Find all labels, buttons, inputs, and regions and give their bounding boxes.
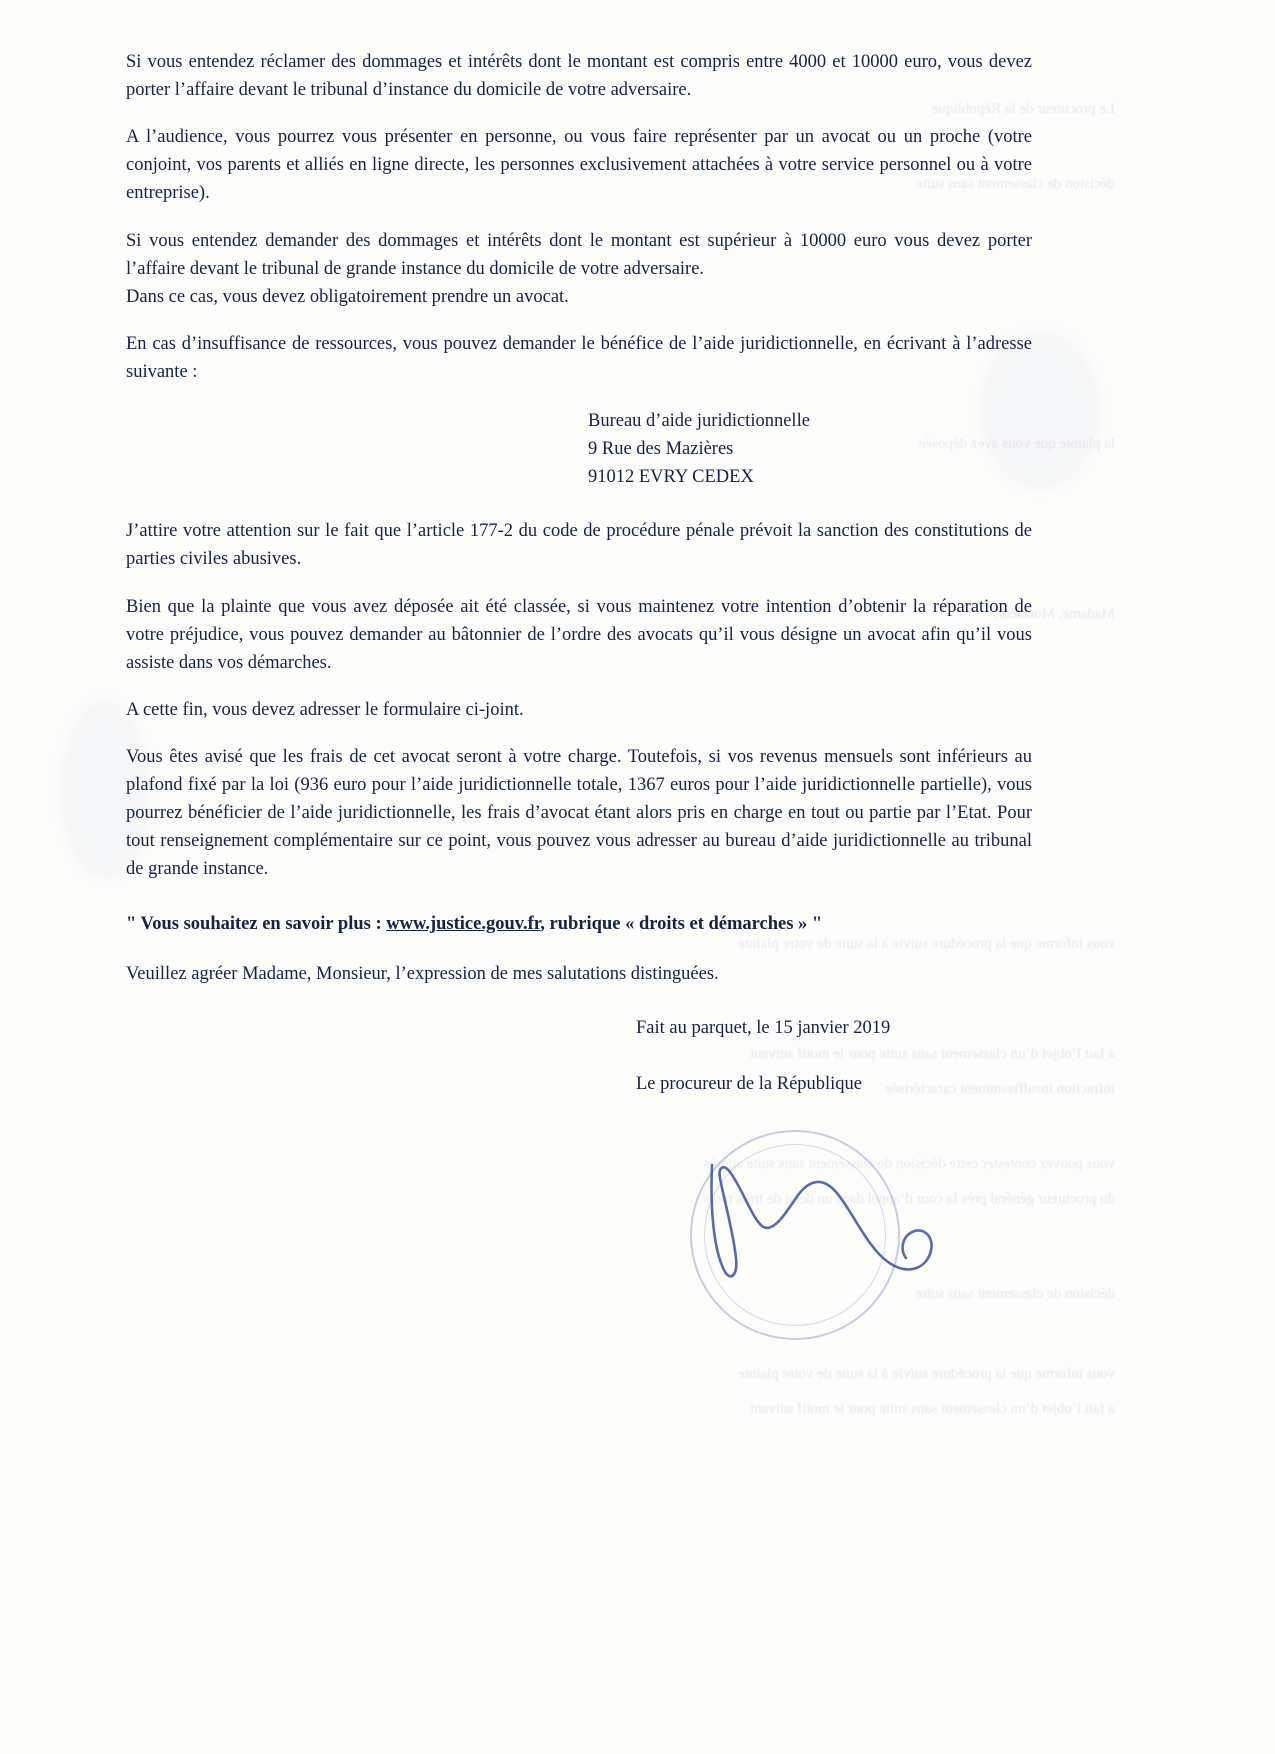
paragraph-lawyer-mandatory: Dans ce cas, vous devez obligatoirement prendre un avocat. xyxy=(126,286,569,307)
paragraph-damages-above: Si vous entendez demander des dommages et intérêts dont le montant est supérieur à 10000 euro vous devez porter l’affaire devant le tribunal de grande instance du domicile de votre adversaire. xyxy=(126,230,1032,279)
showthrough-line: a fait l’objet d’un classement sans suite pour le motif suivant xyxy=(750,1401,1115,1417)
address-line-1: Bureau d’aide juridictionnelle xyxy=(588,411,810,432)
letter-body xyxy=(126,48,1032,1098)
showthrough-line: vous informe que la procédure suivie à la suite de votre plainte xyxy=(738,1366,1115,1382)
justice-gouv-link[interactable]: www.justice.gouv.fr xyxy=(386,913,541,934)
paragraph-form-attached: A cette fin, vous devez adresser le formulaire ci-joint. xyxy=(126,699,524,720)
place-and-date: Fait au parquet, le 15 janvier 2019 xyxy=(636,1017,891,1038)
paragraph-legal-aid-intro: En cas d’insuffisance de ressources, vous pouvez demander le bénéfice de l’aide juridictionnelle, en écrivant à l’adresse suivante : xyxy=(126,333,1032,382)
official-stamp xyxy=(690,1130,900,1340)
paragraph-fees-thresholds: Vous êtes avisé que les frais de cet avocat seront à votre charge. Toutefois, si vos revenus mensuels sont inférieurs au plafond fixé par la loi (936 euro pour l’aide juridictionnelle totale, 1367 euros pour l’aide juridictionnelle partielle), vous pourrez bénéficier de l’aide juridictionnelle, les frais d’avocat étant alors pris en charge en tout ou partie par l’Etat. Pour tout renseignement complémentaire sur ce point, vous pouvez vous adresser au bureau d’aide juridictionnelle au tribunal de grande instance. xyxy=(126,747,1032,880)
showthrough-line: décision de classement sans suite xyxy=(915,176,1115,192)
showthrough-line: infraction insuffisamment caractérisée xyxy=(885,1081,1115,1097)
signatory-title: Le procureur de la République xyxy=(636,1073,863,1094)
showthrough-line: Madame, Monsieur, xyxy=(994,606,1115,622)
showthrough-line: vous pouvez contester cette décision de classement sans suite auprès xyxy=(703,1156,1115,1172)
paragraph-article-177-2: J’attire votre attention sur le fait que l’article 177-2 du code de procédure pénale prévoit la sanction des constitutions de parties civiles abusives. xyxy=(126,521,1032,570)
closing-salutation: Veuillez agréer Madame, Monsieur, l’expression de mes salutations distinguées. xyxy=(126,963,719,984)
more-info-line xyxy=(126,910,1032,938)
paragraph-hearing-representation: A l’audience, vous pourrez vous présenter en personne, ou vous faire représenter par un avocat ou un proche (votre conjoint, vos parents et alliés en ligne directe, les personnes exclusivement attachées à votre service personnel ou à votre entreprise). xyxy=(126,127,1032,204)
more-info-prefix: " Vous souhaitez en savoir plus : xyxy=(126,913,387,934)
showthrough-line: vous informe que la procédure suivie à la suite de votre plainte xyxy=(738,936,1115,952)
showthrough-line: la plainte que vous avez déposée xyxy=(918,436,1115,452)
paragraph-batonnier: Bien que la plainte que vous avez déposée ait été classée, si vous maintenez votre intention d’obtenir la réparation de votre préjudice, vous pouvez demander au bâtonnier de l’ordre des avocats qu’il vous désigne un avocat afin qu’il vous assiste dans vos démarches. xyxy=(126,596,1032,673)
address-line-3: 91012 EVRY CEDEX xyxy=(588,466,754,487)
showthrough-line: du procureur général près la cour d’appel dans un délai de trois mois xyxy=(703,1191,1115,1207)
showthrough-line: a fait l’objet d’un classement sans suite pour le motif suivant xyxy=(750,1046,1115,1062)
address-line-2: 9 Rue des Mazières xyxy=(588,438,734,459)
legal-aid-address xyxy=(126,408,1032,491)
more-info-suffix: , rubrique « droits et démarches » " xyxy=(540,913,823,934)
showthrough-line: Le procureur de la République xyxy=(931,101,1115,117)
showthrough-line: décision de classement sans suite xyxy=(915,1286,1115,1302)
paragraph-damages-range: Si vous entendez réclamer des dommages et intérêts dont le montant est compris entre 4000 et 10000 euro, vous devez porter l’affaire devant le tribunal d’instance du domicile de votre adversaire. xyxy=(126,52,1032,101)
